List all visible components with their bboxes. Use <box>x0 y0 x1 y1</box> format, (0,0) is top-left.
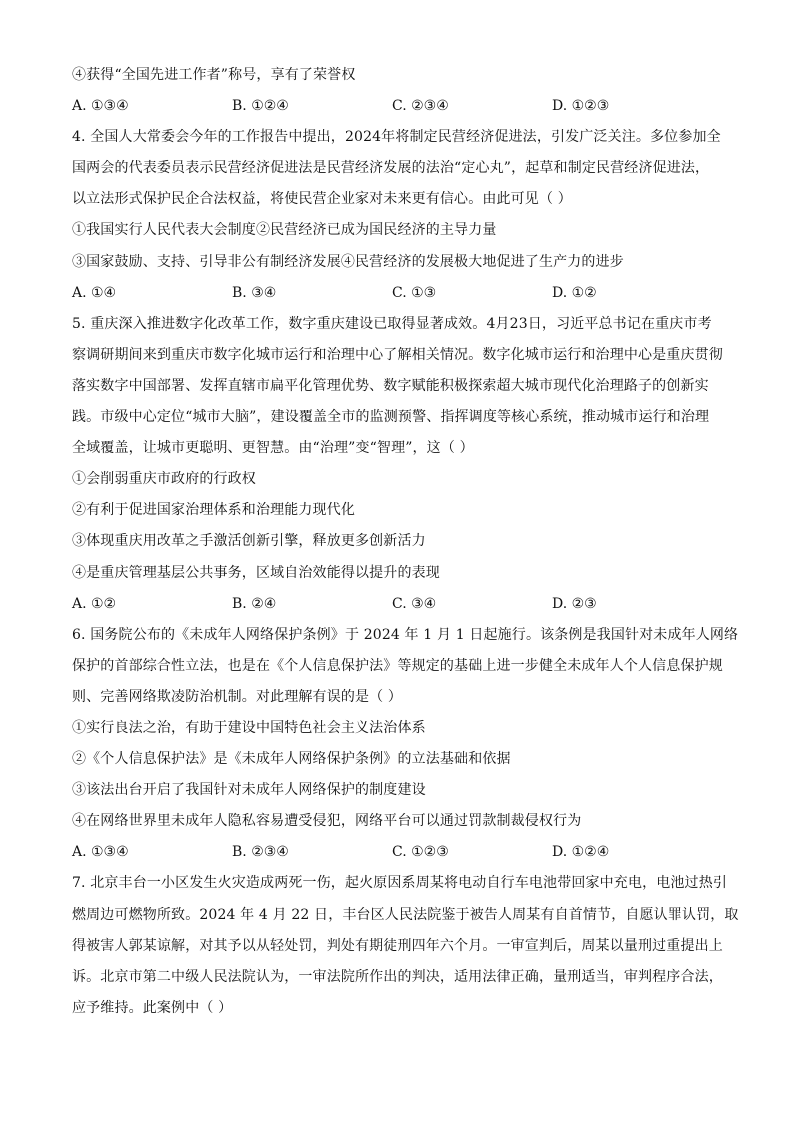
question-5-statement-1: ①会削弱重庆市政府的行政权 <box>72 471 256 488</box>
question-4-stem-line: 4. 全国人大常委会今年的工作报告中提出，2024年将制定民营经济促进法，引发广泛关注。多位参加全 <box>72 129 721 146</box>
question-5-stem-line: 全域覆盖，让城市更聪明、更智慧。由“治理”变“智理”，这（ ） <box>72 440 474 457</box>
question-3-options <box>72 91 722 122</box>
question-4-option-d: D. ①② <box>552 284 597 301</box>
question-6-statement-2: ②《个人信息保护法》是《未成年人网络保护条例》的立法基础和依据 <box>72 751 511 768</box>
question-6-option-b: B. ②③④ <box>232 844 289 861</box>
question-7-stem-line: 得被害人郭某谅解，对其予以从轻处罚，判处有期徒刑四年六个月。一审宣判后，周某以量刑过重提出上 <box>72 937 723 954</box>
question-5-option-b: B. ②④ <box>232 595 277 612</box>
question-7-stem-line: 7. 北京丰台一小区发生火灾造成两死一伤，起火原因系周某将电动自行车电池带回家中充电，电池过热引 <box>72 875 728 892</box>
question-4-option-c: C. ①③ <box>392 284 437 301</box>
question-3-tail <box>72 60 722 122</box>
question-4-option-a: A. ①④ <box>72 284 117 301</box>
question-6-option-d: D. ①②④ <box>552 844 610 861</box>
question-7-stem-line: 应予维持。此案例中（ ） <box>72 999 233 1016</box>
question-7-stem-line: 燃周边可燃物所致。2024 年 4 月 22 日，丰台区人民法院鉴于被告人周某有自首情节，自愿认罪认罚，取 <box>72 906 739 923</box>
question-4-statements-3-4: ③国家鼓励、支持、引导非公有制经济发展④民营经济的发展极大地促进了生产力的进步 <box>72 253 624 270</box>
question-6 <box>72 620 739 869</box>
question-7 <box>72 868 739 1023</box>
question-6-options <box>72 837 722 868</box>
question-4 <box>72 122 722 309</box>
question-6-stem-line: 保护的首部综合性立法，也是在《个人信息保护法》等规定的基础上进一步健全未成年人个人信息保护规 <box>72 657 723 674</box>
question-4-stem-line: 以立法形式保护民企合法权益，将使民营企业家对未来更有信心。由此可见（ ） <box>72 191 572 208</box>
question-3-option-a: A. ①③④ <box>72 98 129 115</box>
question-4-stem-line: 国两会的代表委员表示民营经济促进法是民营经济发展的法治“定心丸”，起草和制定民营经济促进法， <box>72 160 710 177</box>
question-3-option-d: D. ①②③ <box>552 98 610 115</box>
question-5-stem-line: 察调研期间来到重庆市数字化城市运行和治理中心了解相关情况。数字化城市运行和治理中心是重庆贯彻 <box>72 346 723 363</box>
question-4-options <box>72 278 722 309</box>
question-5 <box>72 309 722 620</box>
question-5-stem-line: 践。市级中心定位“城市大脑”，建设覆盖全市的监测预警、指挥调度等核心系统，推动城市运行和治理 <box>72 409 710 426</box>
question-6-statement-1: ①实行良法之治，有助于建设中国特色社会主义法治体系 <box>72 719 426 736</box>
question-5-stem-line: 落实数字中国部署、发挥直辖市扁平化管理优势、数字赋能积极探索超大城市现代化治理路子的创新实 <box>72 377 709 394</box>
question-7-stem-line: 诉。北京市第二中级人民法院认为，一审法院所作出的判决，适用法律正确，量刑适当，审判程序合法， <box>72 968 723 985</box>
question-5-statement-2: ②有利于促进国家治理体系和治理能力现代化 <box>72 502 355 519</box>
question-5-statement-4: ④是重庆管理基层公共事务，区域自治效能得以提升的表现 <box>72 564 440 581</box>
question-6-statement-4: ④在网络世界里未成年人隐私容易遭受侵犯，网络平台可以通过罚款制裁侵权行为 <box>72 813 582 830</box>
question-5-option-d: D. ②③ <box>552 595 597 612</box>
exam-page <box>72 60 739 1024</box>
question-5-option-a: A. ①② <box>72 595 117 612</box>
question-5-options <box>72 589 722 620</box>
question-5-statement-3: ③体现重庆用改革之手激活创新引擎，释放更多创新活力 <box>72 533 426 550</box>
question-6-option-c: C. ①②③ <box>392 844 449 861</box>
question-6-statement-3: ③该法出台开启了我国针对未成年人网络保护的制度建设 <box>72 782 426 799</box>
question-3-choice-4: ④获得“全国先进工作者”称号，享有了荣誉权 <box>72 67 356 83</box>
question-6-stem-line: 6. 国务院公布的《未成年人网络保护条例》于 2024 年 1 月 1 日起施行。该条例是我国针对未成年人网络 <box>72 626 739 643</box>
question-5-stem-line: 5. 重庆深入推进数字化改革工作，数字重庆建设已取得显著成效。4月23日，习近平总书记在重庆市考 <box>72 315 712 332</box>
question-4-statements-1-2: ①我国实行人民代表大会制度②民营经济已成为国民经济的主导力量 <box>72 222 497 239</box>
question-6-stem-line: 则、完善网络欺凌防治机制。对此理解有误的是（ ） <box>72 688 403 705</box>
question-3-option-b: B. ①②④ <box>232 98 289 115</box>
question-4-option-b: B. ③④ <box>232 284 277 301</box>
question-6-option-a: A. ①③④ <box>72 844 129 861</box>
question-3-option-c: C. ②③④ <box>392 98 449 115</box>
question-5-option-c: C. ③④ <box>392 595 437 612</box>
